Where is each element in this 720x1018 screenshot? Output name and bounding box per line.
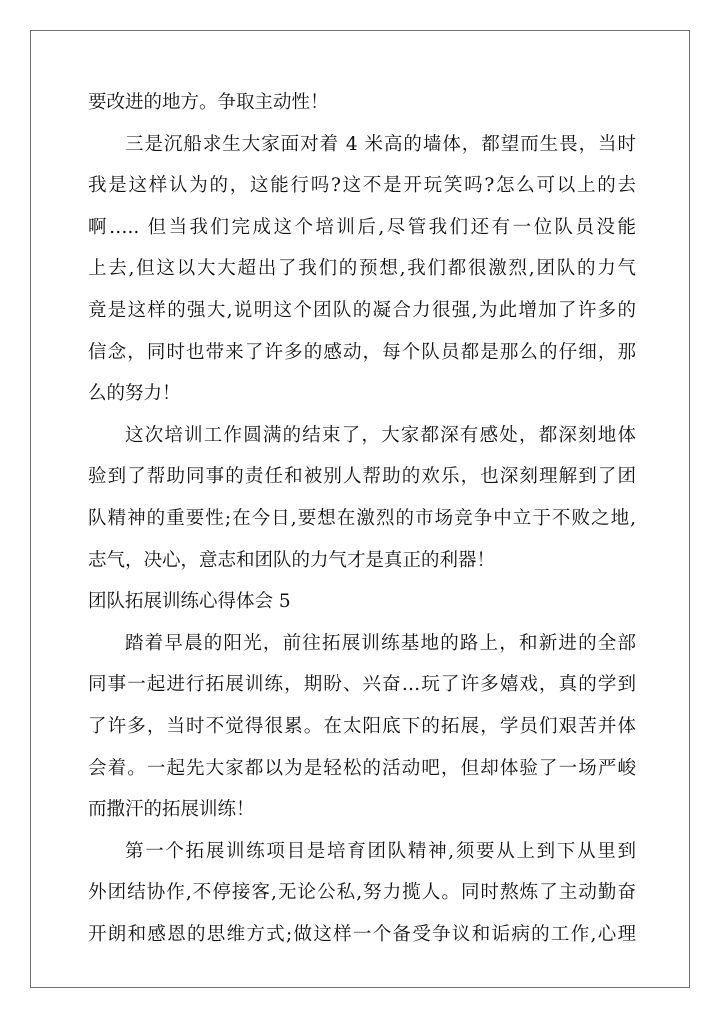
- paragraph-start: 这次培训工作圆满的结束了，大家都深有感处，都深刻地体: [125, 424, 636, 446]
- text-line: 要改进的地方。争取主动性！: [88, 92, 329, 113]
- text-line: 信念，同时也带来了许多的感动，每个队员都是那么的仔细，那: [88, 341, 636, 363]
- text-line: 上去,但这以大大超出了我们的预想,我们都很激烈,团队的力气: [88, 258, 636, 280]
- text-line: 而撒汗的拓展训练！: [88, 799, 255, 821]
- text-line: 我是这样认为的，这能行吗?这不是开玩笑吗?怎么可以上的去: [88, 175, 636, 197]
- text-line: 竟是这样的强大,说明这个团队的凝合力很强,为此增加了许多的: [88, 299, 636, 321]
- text-line: 了许多，当时不觉得很累。在太阳底下的拓展，学员们艰苦并体: [88, 715, 636, 737]
- paragraph-start: 踏着早晨的阳光，前往拓展训练基地的路上，和新进的全部: [125, 632, 636, 654]
- section-heading: 团队拓展训练心得体会 5: [88, 591, 291, 613]
- text-line: 开朗和感恩的思维方式;做这样一个备受争议和诟病的工作,心理: [88, 923, 636, 945]
- paragraph-start: 三是沉船求生大家面对着 4 米高的墙体，都望而生畏，当时: [125, 133, 636, 155]
- text-line: 啊….. 但当我们完成这个培训后,尽管我们还有一位队员没能: [88, 216, 636, 238]
- text-line: 同事一起进行拓展训练，期盼、兴奋…玩了许多嬉戏，真的学到: [88, 674, 636, 696]
- text-line: 验到了帮助同事的责任和被别人帮助的欢乐，也深刻理解到了团: [88, 466, 636, 488]
- text-line: 会着。一起先大家都以为是轻松的活动吧，但却体验了一场严峻: [88, 757, 636, 779]
- text-line: 么的努力！: [88, 383, 181, 405]
- paragraph-start: 第一个拓展训练项目是培育团队精神,须要从上到下从里到: [125, 840, 636, 862]
- text-line: 外团结协作,不停接客,无论公私,努力揽人。同时熬炼了主动勤奋: [88, 882, 636, 904]
- document-body: [88, 88, 636, 961]
- text-line: 志气，决心，意志和团队的力气才是真正的利器！: [88, 549, 496, 571]
- text-line: 队精神的重要性;在今日,要想在激烈的市场竞争中立于不败之地,: [88, 507, 636, 529]
